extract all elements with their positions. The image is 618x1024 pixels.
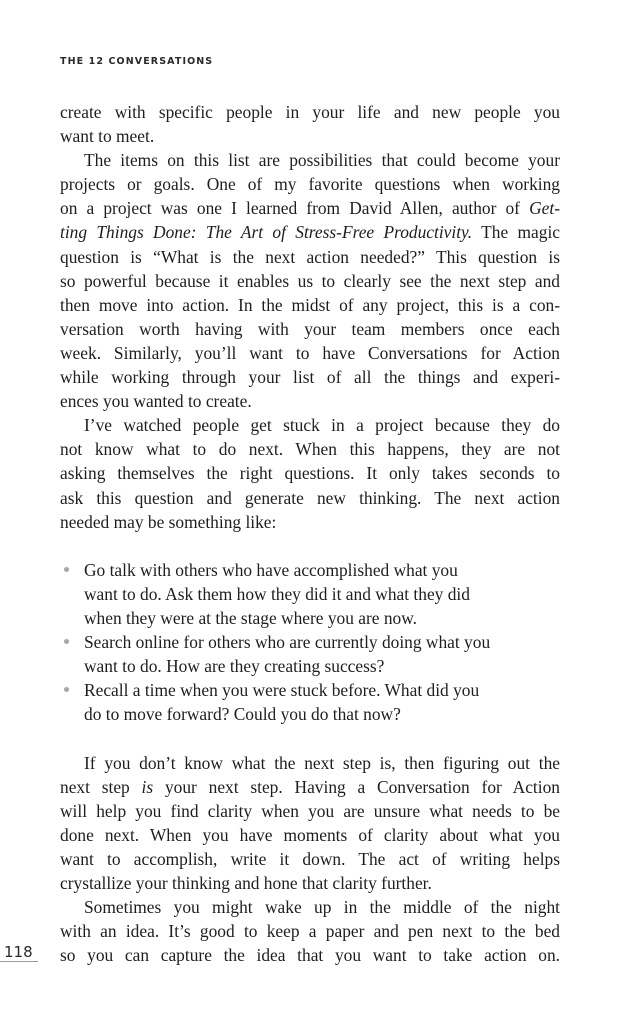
text-line: with an idea. It’s good to keep a paper and pen next to the bed (60, 921, 560, 942)
text-line: week. Similarly, you’ll want to have Conversations for Action (60, 342, 560, 363)
text-line: want to do. Ask them how they did it and what they did (84, 583, 470, 604)
text-line: then move into action. In the midst of any project, this is a con- (60, 294, 560, 315)
text-line: If you don’t know what the next step is, then figuring out the (84, 752, 560, 773)
text-line: when they were at the stage where you are now. (84, 607, 418, 628)
text-line: want to do. How are they creating success? (84, 656, 385, 677)
bullet-list (60, 558, 560, 727)
text-line: do to move forward? Could you do that now? (84, 704, 401, 725)
blank-line (60, 726, 560, 750)
text-line (60, 678, 560, 702)
bullet-icon (64, 687, 69, 692)
paragraph-1 (60, 100, 560, 148)
text-line (60, 196, 560, 220)
text-line (60, 775, 560, 799)
book-title-italic: ting Things Done: The Art of Stress-Free Productivity. (60, 222, 473, 243)
paragraph-2 (60, 148, 560, 413)
text-line: projects or goals. One of my favorite questions when working (60, 174, 560, 195)
text-line: so powerful because it enables us to clearly see the next step and (60, 270, 560, 291)
text-line: will help you find clarity when you are unsure what needs to be (60, 800, 560, 821)
paragraph-3 (60, 413, 560, 533)
text-line: not know what to do next. When this happens, they are not (60, 439, 560, 460)
text-line (60, 220, 560, 244)
text-line: want to accomplish, write it down. The act of writing helps (60, 848, 560, 869)
text-line: ask this question and generate new thinking. The next action (60, 487, 560, 508)
text-line (60, 558, 560, 582)
paragraph-4 (60, 751, 560, 896)
text-line: while working through your list of all the things and experi- (60, 367, 560, 388)
emphasis-italic: is (141, 776, 154, 797)
running-head: THE 12 CONVERSATIONS (60, 56, 214, 67)
text-span: next step (60, 776, 142, 797)
text-line: asking themselves the right questions. It only takes seconds to (60, 463, 560, 484)
text-span: Search online for others who are currently doing what you (84, 632, 491, 653)
text-line: needed may be something like: (60, 511, 277, 532)
book-title-italic: Get- (529, 198, 560, 219)
text-span: on a project was one I learned from David Allen, author of (60, 198, 530, 219)
bullet-item (60, 678, 560, 726)
text-line: done next. When you have moments of clarity about what you (60, 824, 560, 845)
bullet-item (60, 558, 560, 630)
text-span: Go talk with others who have accomplished what you (84, 559, 458, 580)
bullet-icon (64, 567, 69, 572)
blank-line (60, 534, 560, 558)
text-line: want to meet. (60, 126, 155, 147)
text-line: ences you wanted to create. (60, 391, 252, 412)
text-line: so you can capture the idea that you want to take action on. (60, 945, 560, 966)
bullet-item (60, 630, 560, 678)
text-span: your next step. Having a Conversation for Action (153, 776, 560, 797)
text-line (60, 630, 560, 654)
bullet-icon (64, 639, 69, 644)
text-line: create with specific people in your life and new people you (60, 102, 560, 122)
text-span: Recall a time when you were stuck before. What did you (84, 680, 480, 701)
text-line: crystallize your thinking and hone that clarity further. (60, 873, 432, 893)
text-line: Sometimes you might wake up in the middle of the night (84, 897, 560, 918)
text-line: question is “What is the next action needed?” This question is (60, 246, 560, 267)
text-span: The magic (472, 222, 560, 243)
text-line: The items on this list are possibilities that could become your (84, 150, 560, 171)
page-number: 118 (0, 944, 38, 962)
body-text (60, 100, 560, 967)
text-line: I’ve watched people get stuck in a project because they do (84, 415, 560, 436)
text-line: versation worth having with your team members once each (60, 318, 560, 339)
paragraph-5 (60, 895, 560, 967)
